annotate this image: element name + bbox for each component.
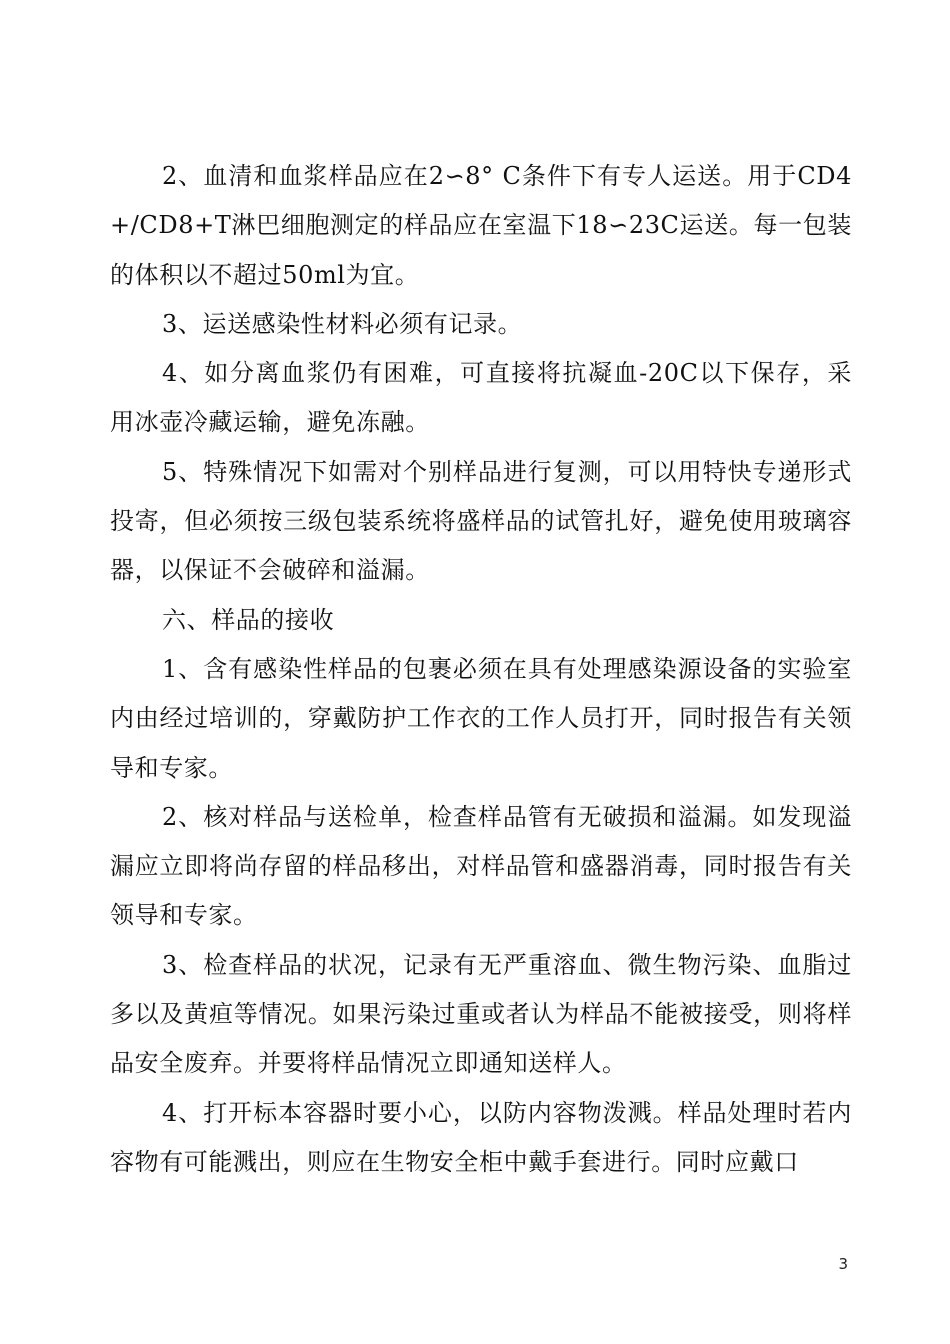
page-number: 3 [838, 1255, 848, 1273]
paragraph-anticoagulated-blood: 4、如分离血浆仍有困难，可直接将抗凝血-20C以下保存，采用冰壶冷藏运输，避免冻融。 [110, 359, 852, 437]
paragraph-transport-serum: 2、血清和血浆样品应在2∽8° C条件下有专人运送。用于CD4+/CD8+T淋巴细胞测定的样品应在室温下18∽23C运送。每一包装的体积以不超过50ml为宜。 [110, 162, 852, 289]
section-heading-sample-receipt: 六、样品的接收 [162, 605, 335, 634]
paragraph-sample-condition: 3、检查样品的状况，记录有无严重溶血、微生物污染、血脂过多以及黄疸等情况。如果污染过重或者认为样品不能被接受，则将样品安全废弃。并要将样品情况立即通知送样人。 [110, 950, 852, 1078]
paragraph-open-package: 1、含有感染性样品的包裹必须在具有处理感染源设备的实验室内由经过培训的，穿戴防护工作衣的工作人员打开，同时报告有关领导和专家。 [110, 654, 852, 782]
paragraph-open-container: 4、打开标本容器时要小心，以防内容物泼溅。样品处理时若内容物有可能溅出，则应在生物安全柜中戴手套进行。同时应戴口 [110, 1098, 852, 1176]
paragraph-check-samples: 2、核对样品与送检单，检查样品管有无破损和溢漏。如发现溢漏应立即将尚存留的样品移出，对样品管和盛器消毒，同时报告有关领导和专家。 [110, 802, 852, 930]
document-body [110, 152, 852, 1187]
paragraph-express-mail: 5、特殊情况下如需对个别样品进行复测，可以用特快专递形式投寄，但必须按三级包装系统将盛样品的试管扎好，避免使用玻璃容器，以保证不会破碎和溢漏。 [110, 457, 852, 585]
paragraph-transport-records: 3、运送感染性材料必须有记录。 [162, 309, 523, 338]
